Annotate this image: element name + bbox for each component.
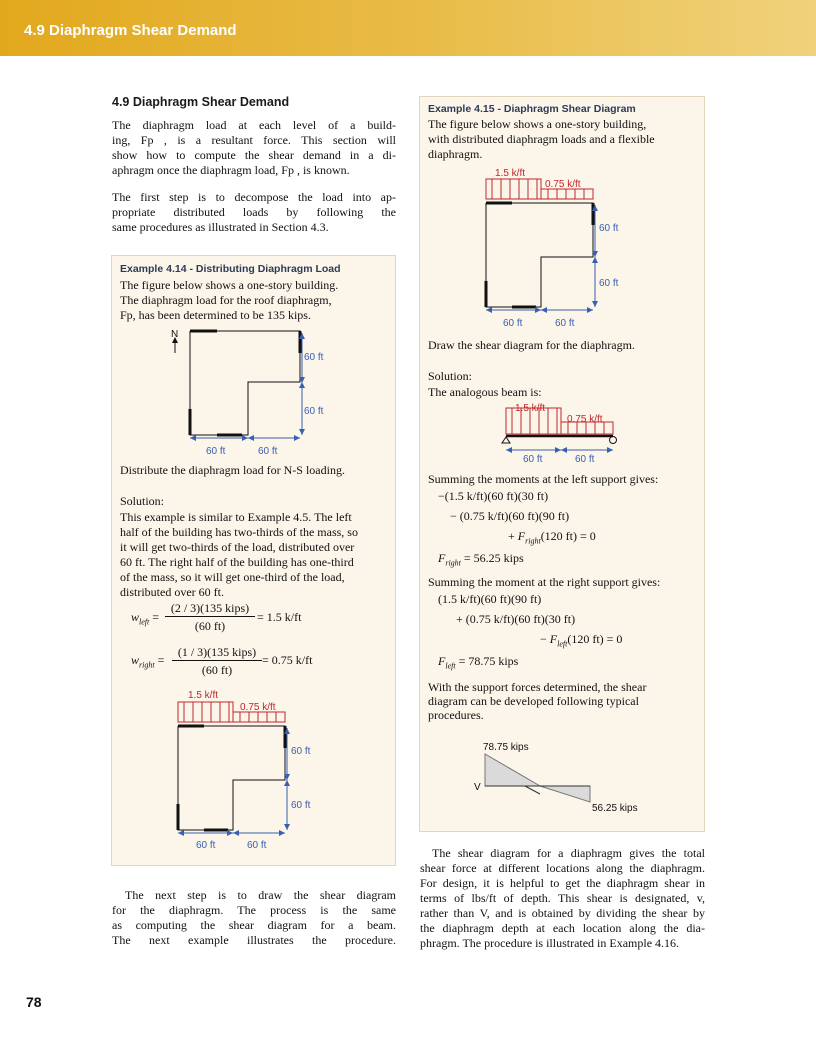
support-line: procedures. [428, 708, 484, 722]
step2-line: for the diaphragm. The process is the same [112, 903, 396, 917]
dim-label: 60 ft [599, 278, 619, 289]
example-415-title: Example 4.15 - Diaphragm Shear Diagram [428, 103, 636, 115]
left-eq-line: −(1.5 k/ft)(60 ft)(30 ft) [438, 489, 549, 503]
beam-dim-right: 60 ft [575, 454, 595, 465]
section-heading: 4.9 Diaphragm Shear Demand [112, 95, 290, 109]
beam-load-left: 1.5 k/ft [515, 403, 546, 414]
beam-dim-left: 60 ft [523, 454, 543, 465]
dim-label: 60 ft [503, 318, 523, 329]
ex415-instruction: Draw the shear diagram for the diaphragm. [428, 338, 635, 352]
shear-bottom-label: 56.25 kips [592, 803, 638, 814]
closing-line: For design, it is helpful to get the diaphragm shear in [420, 876, 705, 890]
dim-label-horizontal-left: 60 ft [206, 446, 226, 457]
ex415-solution-label: Solution: [428, 369, 473, 383]
eq-wleft-numerator: (2 / 3)(135 kips) [165, 601, 255, 617]
intro-line: The diaphragm load at each level of a build- [112, 118, 396, 132]
dim-label-horizontal-right: 60 ft [258, 446, 278, 457]
shear-axis-label: V [474, 782, 481, 793]
right-eq-line: (1.5 k/ft)(60 ft)(90 ft) [438, 592, 542, 606]
right-result: $F_{left} = 78.75$ kips [438, 654, 519, 671]
example-414-title: Example 4.14 - Distributing Diaphragm Load [120, 263, 341, 275]
shear-top-label: 78.75 kips [483, 742, 529, 753]
dim-label: 60 ft [555, 318, 575, 329]
north-label: N [171, 329, 179, 340]
support-line: With the support forces determined, the shear [428, 680, 647, 694]
ex414-solution-line: distributed over 60 ft. [120, 585, 224, 599]
dim-label: 60 ft [196, 840, 216, 851]
eq-wleft-lhs: $w_{left}$ = [131, 610, 160, 627]
dim-label-vertical-bottom: 60 ft [304, 406, 324, 417]
ex414-intro-line: The diaphragm load for the roof diaphragm, [120, 293, 332, 307]
eq-wleft-result: = 1.5 k/ft [257, 610, 302, 624]
intro-line: show how to compute the shear demand in a di- [112, 148, 396, 162]
closing-line: terms of lbs/ft of depth. This shear is designated, v, [420, 891, 705, 905]
load-label-right: 0.75 k/ft [240, 702, 276, 713]
ex415-intro-line: diaphragm. [428, 147, 483, 161]
left-moment-label: Summing the moments at the left support gives: [428, 472, 659, 486]
step2-line: as computing the shear diagram for a beam. [112, 918, 396, 932]
dim-label: 60 ft [599, 223, 619, 234]
step2-line: The next step is to draw the shear diagram [125, 888, 396, 902]
ex415-intro-line: with distributed diaphragm loads and a flexible [428, 132, 655, 146]
eq-wright-denominator: (60 ft) [201, 663, 233, 677]
ex414-solution-line: 60 ft. The right half of the building has one-third [120, 555, 354, 569]
dim-label: 60 ft [291, 800, 311, 811]
ex414-solution-label: Solution: [120, 494, 165, 508]
ex414-solution-line: it will get two-thirds of the load, distributed over [120, 540, 355, 554]
eq-wright-lhs: $w_{right}$ = [131, 653, 165, 670]
eq-wleft-denominator: (60 ft) [194, 619, 226, 633]
ex414-intro-line: Fp, has been determined to be 135 kips. [120, 308, 311, 322]
eq-wright-numerator: (1 / 3)(135 kips) [172, 645, 262, 661]
dim-label: 60 ft [291, 746, 311, 757]
left-eq-line: − (0.75 k/ft)(60 ft)(90 ft) [450, 509, 570, 523]
closing-line: The shear diagram for a diaphragm gives the total [432, 846, 705, 860]
step1-line: propriate distributed loads by following the [112, 205, 396, 219]
closing-line: phragm. The procedure is illustrated in Example 4.16. [420, 936, 680, 950]
step2-line: The next example illustrates the procedure. [112, 933, 396, 947]
building-plan-figure [160, 325, 350, 460]
ex415-beam-label: The analogous beam is: [428, 385, 542, 399]
left-eq-line: + $F_{right}(120$ ft) = 0 [508, 529, 596, 546]
intro-line: ing, Fp , is a resultant force. This section will [112, 133, 396, 147]
right-eq-line: − $F_{left}(120$ ft) = 0 [540, 632, 623, 649]
support-line: diagram can be developed following typical [428, 694, 639, 708]
right-moment-label: Summing the moment at the right support gives: [428, 575, 661, 589]
ex414-solution-line: half of the building has two-thirds of the mass, so [120, 525, 358, 539]
load-label-left: 1.5 k/ft [495, 168, 526, 179]
intro-line: aphragm once the diaphragm load, Fp , is known. [112, 163, 350, 177]
closing-line: rather than V, and is obtained by dividing the shear by [420, 906, 705, 920]
closing-line: shear force at different locations along the diaphragm. [420, 861, 705, 875]
right-eq-line: + (0.75 k/ft)(60 ft)(30 ft) [456, 612, 576, 626]
step1-paragraph [112, 190, 396, 235]
eq-wright-result: = 0.75 k/ft [262, 653, 313, 667]
banner-title: 4.9 Diaphragm Shear Demand [24, 22, 237, 39]
load-label-left: 1.5 k/ft [188, 690, 219, 701]
closing-paragraph [420, 846, 705, 951]
step1-line: same procedures as illustrated in Section 4.3. [112, 220, 329, 234]
ex414-solution-line: This example is similar to Example 4.5. The left [120, 510, 352, 524]
step2-paragraph [112, 888, 396, 948]
ex414-intro-line: The figure below shows a one-story building. [120, 278, 339, 292]
chapter-banner [0, 0, 816, 56]
beam-load-right: 0.75 k/ft [567, 414, 603, 425]
intro-paragraph [112, 118, 396, 178]
closing-line: the diaphragm depth at each location along the dia- [420, 921, 705, 935]
ex414-solution-line: of the mass, so it will get one-third of the load, [120, 570, 345, 584]
left-result: $F_{right} = 56.25$ kips [438, 551, 524, 568]
page-number: 78 [26, 994, 42, 1010]
load-label-right: 0.75 k/ft [545, 179, 581, 190]
ex415-intro-line: The figure below shows a one-story building, [428, 117, 647, 131]
ex414-instruction: Distribute the diaphragm load for N-S loading. [120, 463, 345, 477]
dim-label: 60 ft [247, 840, 267, 851]
dim-label-vertical-top: 60 ft [304, 352, 324, 363]
step1-line: The first step is to decompose the load into ap- [112, 190, 396, 204]
